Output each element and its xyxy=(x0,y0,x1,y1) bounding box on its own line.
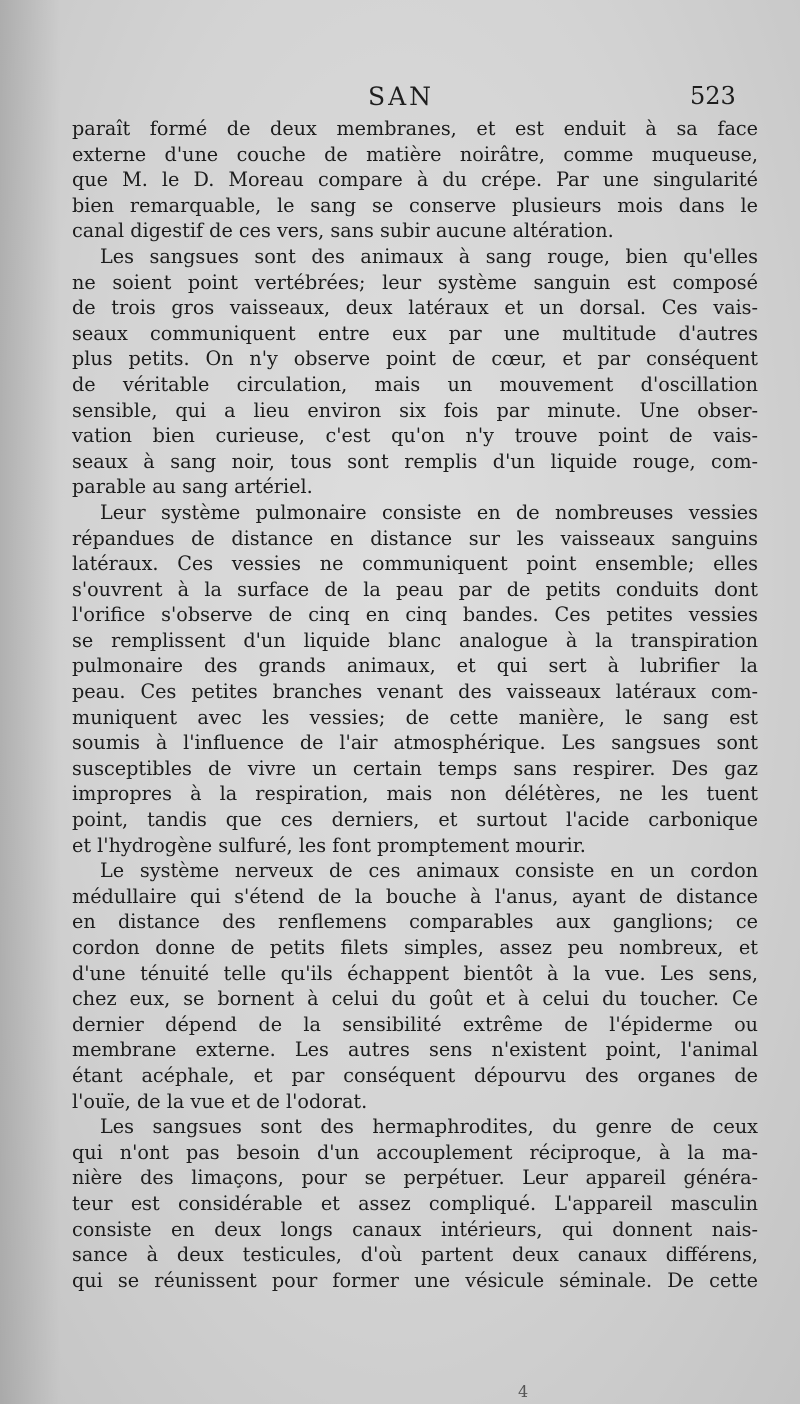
text-line: d'une ténuité telle qu'ils échappent bientôt à la vue. Les sens, xyxy=(72,961,758,985)
text-line: paraît formé de deux membranes, et est enduit à sa face xyxy=(72,117,758,140)
text-line: soumis à l'influence de l'air atmosphérique. Les sangsues sont xyxy=(72,731,758,755)
text-line: et l'hydrogène sulfuré, les font promptement mourir. xyxy=(72,833,586,857)
text-line: sensible, qui a lieu environ six fois par minute. Une obser- xyxy=(72,398,758,422)
text-line: impropres à la respiration, mais non délétères, ne les tuent xyxy=(72,782,758,806)
text-line: s'ouvrent à la surface de la peau par de petits conduits dont xyxy=(72,577,758,601)
text-line: susceptibles de vivre un certain temps sans respirer. Des gaz xyxy=(72,756,758,780)
text-line: pulmonaire des grands animaux, et qui sert à lubrifier la xyxy=(72,654,758,678)
text-line: répandues de distance en distance sur les vaisseaux sanguins xyxy=(72,526,758,550)
text-line: consiste en deux longs canaux intérieurs, qui donnent nais- xyxy=(72,1217,758,1241)
body-text xyxy=(72,116,758,1293)
text-line: se remplissent d'un liquide blanc analogue à la transpiration xyxy=(72,628,758,652)
text-line: Le système nerveux de ces animaux consiste en un cordon xyxy=(100,859,758,883)
text-line: étant acéphale, et par conséquent dépourvu des organes de xyxy=(72,1063,758,1087)
text-line: muniquent avec les vessies; de cette manière, le sang est xyxy=(72,705,758,729)
page-number: 523 xyxy=(690,82,736,110)
text-line: membrane externe. Les autres sens n'existent point, l'animal xyxy=(72,1038,758,1062)
text-line: qui se réunissent pour former une vésicule séminale. De cette xyxy=(72,1268,758,1292)
signature-mark: 4 xyxy=(518,1382,529,1401)
text-line: de trois gros vaisseaux, deux latéraux et un dorsal. Ces vais- xyxy=(72,296,758,320)
text-line: que M. le D. Moreau compare à du crépe. Par une singularité xyxy=(72,168,758,192)
text-line: seaux communiquent entre eux par une multitude d'autres xyxy=(72,321,758,345)
text-line: sance à deux testicules, d'où partent deux canaux différens, xyxy=(72,1243,758,1267)
text-line: qui n'ont pas besoin d'un accouplement réciproque, à la ma- xyxy=(72,1140,758,1164)
text-line: canal digestif de ces vers, sans subir aucune altération. xyxy=(72,219,614,243)
text-line: latéraux. Ces vessies ne communiquent point ensemble; elles xyxy=(72,552,758,576)
running-title: SAN xyxy=(368,82,435,111)
text-line: médullaire qui s'étend de la bouche à l'anus, ayant de distance xyxy=(72,884,758,908)
text-line: parable au sang artériel. xyxy=(72,475,313,499)
text-line: seaux à sang noir, tous sont remplis d'un liquide rouge, com- xyxy=(72,449,758,473)
text-line: l'ouïe, de la vue et de l'odorat. xyxy=(72,1089,368,1113)
text-line: plus petits. On n'y observe point de cœur, et par conséquent xyxy=(72,347,758,371)
text-line: l'orifice s'observe de cinq en cinq bandes. Ces petites vessies xyxy=(72,603,758,627)
text-line: dernier dépend de la sensibilité extrême de l'épiderme ou xyxy=(72,1012,758,1036)
text-line: nière des limaçons, pour se perpétuer. Leur appareil généra- xyxy=(72,1166,758,1190)
text-line: vation bien curieuse, c'est qu'on n'y trouve point de vais- xyxy=(72,424,758,448)
text-line: chez eux, se bornent à celui du goût et à celui du toucher. Ce xyxy=(72,987,758,1011)
text-line: de véritable circulation, mais un mouvement d'oscillation xyxy=(72,372,758,396)
text-line: point, tandis que ces derniers, et surtout l'acide carbonique xyxy=(72,808,758,832)
text-line: en distance des renflemens comparables aux ganglions; ce xyxy=(72,910,758,934)
text-line: Leur système pulmonaire consiste en de nombreuses vessies xyxy=(100,500,758,524)
text-line: externe d'une couche de matière noirâtre, comme muqueuse, xyxy=(72,142,758,166)
text-line: cordon donne de petits filets simples, assez peu nombreux, et xyxy=(72,936,758,959)
text-line: bien remarquable, le sang se conserve plusieurs mois dans le xyxy=(72,193,758,217)
text-line: Les sangsues sont des hermaphrodites, du genre de ceux xyxy=(100,1115,758,1139)
text-line: Les sangsues sont des animaux à sang rouge, bien qu'elles xyxy=(100,244,758,268)
text-line: teur est considérable et assez compliqué. L'appareil masculin xyxy=(72,1191,758,1215)
text-line: peau. Ces petites branches venant des vaisseaux latéraux com- xyxy=(72,680,758,704)
text-line: ne soient point vertébrées; leur système sanguin est composé xyxy=(72,270,758,294)
running-head xyxy=(0,82,800,116)
